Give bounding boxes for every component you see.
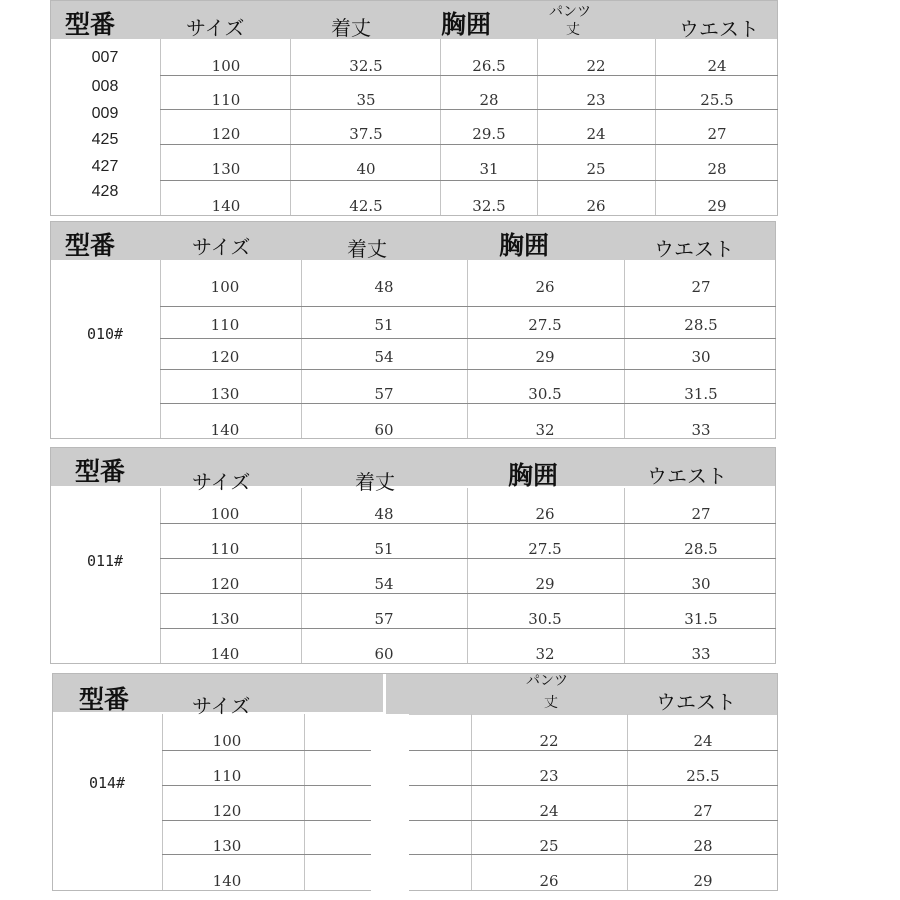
table-cell: 42.5 (349, 197, 383, 215)
table-cell: 27 (693, 802, 713, 820)
header-pants-length-line1: パンツ (526, 673, 568, 689)
model-number: 011# (86, 552, 124, 570)
table-cell: 51 (374, 316, 394, 334)
table-cell: 29.5 (472, 125, 506, 143)
table-cell: 130 (212, 837, 242, 855)
table-cell: 23 (586, 91, 606, 109)
model-number: 008 (91, 78, 119, 95)
header-model: 型番 (75, 457, 126, 486)
table-cell: 32 (535, 645, 555, 663)
table-cell: 57 (374, 610, 394, 628)
table-cell: 40 (356, 160, 376, 178)
table-cell: 27 (691, 505, 711, 523)
model-number: 428 (91, 183, 119, 200)
table-cell: 140 (210, 421, 240, 439)
table-cell: 54 (374, 575, 394, 593)
table-cell: 60 (374, 421, 394, 439)
header-waist: ウエスト (647, 464, 727, 488)
table-cell: 28 (479, 91, 499, 109)
table-cell: 110 (212, 767, 242, 785)
table-cell: 51 (374, 540, 394, 558)
table-cell: 24 (693, 732, 713, 750)
table-cell: 33 (691, 645, 711, 663)
header-size: サイズ (192, 694, 251, 718)
header-waist: ウエスト (679, 17, 759, 41)
table-cell: 120 (211, 125, 241, 143)
table-cell: 110 (210, 316, 240, 334)
table-cell: 25.5 (700, 91, 734, 109)
header-pants-length-line1: パンツ (549, 4, 591, 20)
header-chest: 胸囲 (441, 10, 492, 39)
header-pants-length-line2: 丈 (544, 695, 558, 711)
table-cell: 24 (586, 125, 606, 143)
table-cell: 120 (212, 802, 242, 820)
table-cell: 120 (210, 575, 240, 593)
size-table-3 (50, 447, 776, 664)
header-model: 型番 (65, 10, 116, 39)
table-cell: 140 (210, 645, 240, 663)
table-cell: 32.5 (472, 197, 506, 215)
table-cell: 54 (374, 348, 394, 366)
table-cell: 28 (693, 837, 713, 855)
table-cell: 30 (691, 348, 711, 366)
table-cell: 120 (210, 348, 240, 366)
model-number: 007 (91, 49, 119, 66)
table-cell: 27.5 (528, 316, 562, 334)
table-cell: 29 (693, 872, 713, 890)
table-cell: 140 (212, 872, 242, 890)
table-cell: 140 (211, 197, 241, 215)
table-cell: 25.5 (686, 767, 720, 785)
table-cell: 57 (374, 385, 394, 403)
size-table-4 (52, 673, 778, 891)
table-cell: 30 (691, 575, 711, 593)
table-cell: 26.5 (472, 57, 506, 75)
table-cell: 33 (691, 421, 711, 439)
model-number: 425 (91, 131, 119, 148)
header-chest: 胸囲 (508, 461, 559, 490)
table-cell: 60 (374, 645, 394, 663)
table-cell: 110 (211, 91, 241, 109)
header-length: 着丈 (331, 16, 371, 40)
header-model: 型番 (65, 231, 116, 260)
size-table-1 (50, 0, 778, 216)
table-cell: 110 (210, 540, 240, 558)
table-cell: 31 (479, 160, 499, 178)
header-size: サイズ (192, 235, 251, 259)
table-cell: 27 (691, 278, 711, 296)
table-cell: 100 (212, 732, 242, 750)
table-cell: 28 (707, 160, 727, 178)
table-cell: 100 (210, 505, 240, 523)
table-cell: 37.5 (349, 125, 383, 143)
table-cell: 32.5 (349, 57, 383, 75)
header-model: 型番 (79, 685, 130, 714)
table-cell: 28.5 (684, 540, 718, 558)
table-cell: 31.5 (684, 385, 718, 403)
table-cell: 48 (374, 505, 394, 523)
model-number: 427 (91, 158, 119, 175)
table-cell: 100 (211, 57, 241, 75)
table-cell: 48 (374, 278, 394, 296)
table-cell: 23 (539, 767, 559, 785)
table-cell: 32 (535, 421, 555, 439)
table-cell: 24 (707, 57, 727, 75)
table-cell: 22 (539, 732, 559, 750)
table-cell: 31.5 (684, 610, 718, 628)
size-table-2 (50, 221, 776, 439)
table-cell: 28.5 (684, 316, 718, 334)
header-waist: ウエスト (654, 237, 734, 261)
table-cell: 25 (539, 837, 559, 855)
table-cell: 26 (539, 872, 559, 890)
header-waist: ウエスト (656, 690, 736, 714)
model-number: 010# (86, 325, 124, 343)
table-cell: 100 (210, 278, 240, 296)
table-cell: 26 (535, 278, 555, 296)
table-header-row (51, 1, 777, 39)
table-cell: 30.5 (528, 385, 562, 403)
table-cell: 25 (586, 160, 606, 178)
header-pants-length-line2: 丈 (566, 22, 580, 38)
header-size: サイズ (186, 16, 245, 40)
header-size: サイズ (192, 470, 251, 494)
header-length: 着丈 (355, 470, 395, 494)
table-cell: 26 (535, 505, 555, 523)
table-cell: 30.5 (528, 610, 562, 628)
header-chest: 胸囲 (499, 231, 550, 260)
header-length: 着丈 (347, 237, 387, 261)
table-cell: 35 (356, 91, 376, 109)
table-cell: 130 (211, 160, 241, 178)
table-cell: 130 (210, 610, 240, 628)
table-cell: 27.5 (528, 540, 562, 558)
table-cell: 29 (707, 197, 727, 215)
model-number: 014# (88, 774, 126, 792)
table-cell: 27 (707, 125, 727, 143)
table-cell: 24 (539, 802, 559, 820)
model-number: 009 (91, 105, 119, 122)
table-cell: 29 (535, 575, 555, 593)
table-cell: 22 (586, 57, 606, 75)
table-cell: 29 (535, 348, 555, 366)
table-cell: 26 (586, 197, 606, 215)
table-cell: 130 (210, 385, 240, 403)
